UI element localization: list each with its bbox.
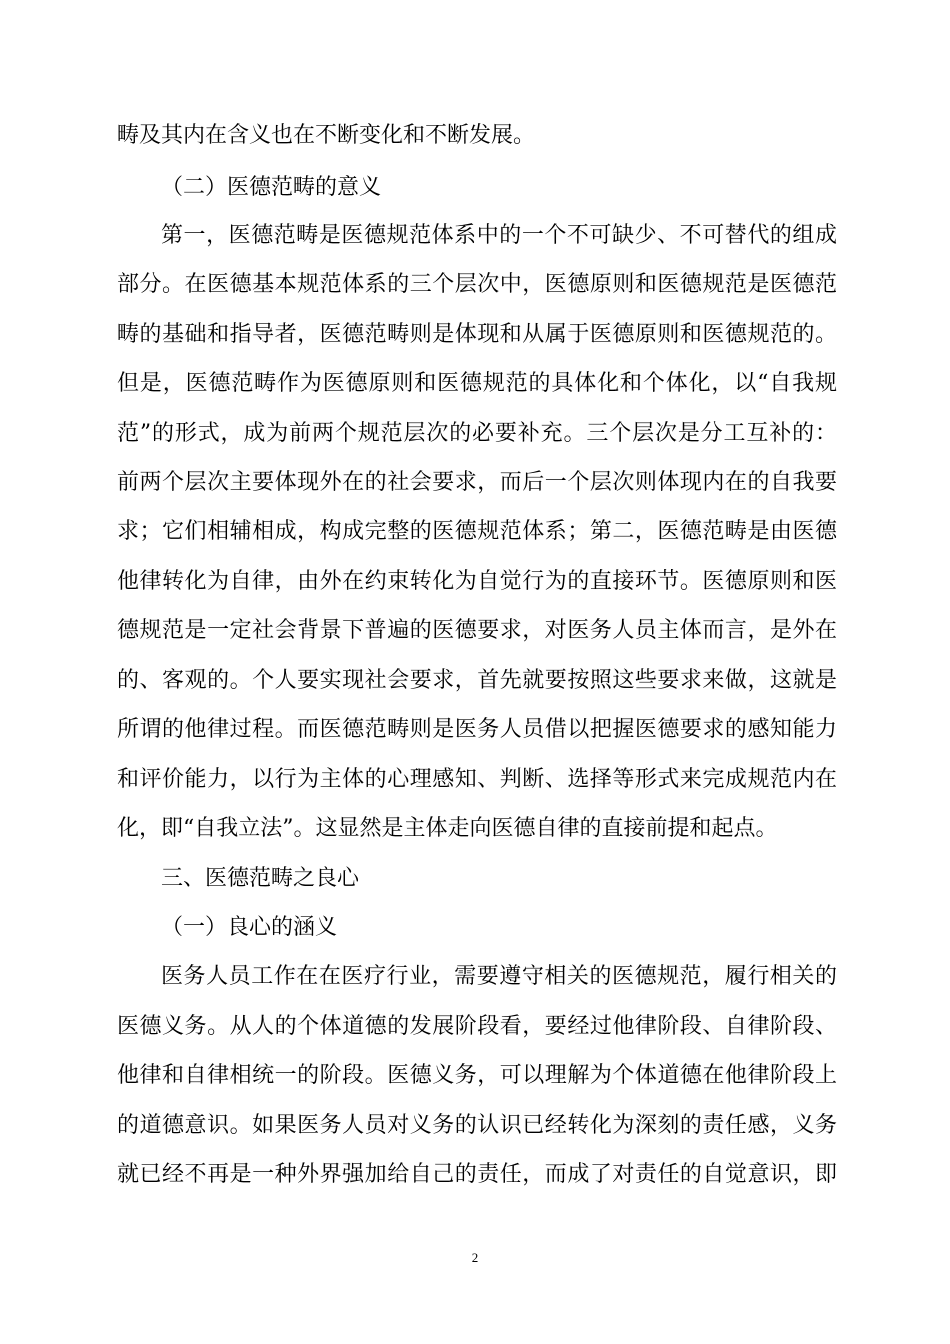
body-text-line: 和评价能力，以行为主体的心理感知、判断、选择等形式来完成规范内在 — [117, 767, 837, 792]
body-text-line: 所谓的他律过程。而医德范畴则是医务人员借以把握医德要求的感知能力 — [117, 717, 837, 742]
body-text-line: 部分。在医德基本规范体系的三个层次中，医德原则和医德规范是医德范 — [117, 272, 837, 297]
body-text-line: 但是，医德范畴作为医德原则和医德规范的具体化和个体化，以“自我规 — [117, 371, 837, 396]
subsection-heading: （一）良心的涵义 — [161, 915, 338, 940]
body-text-line: 医德义务。从人的个体道德的发展阶段看，要经过他律阶段、自律阶段、 — [117, 1014, 837, 1039]
body-text-line: 他律转化为自律，由外在约束转化为自觉行为的直接环节。医德原则和医 — [117, 569, 837, 594]
body-text-line: 德规范是一定社会背景下普遍的医德要求，对医务人员主体而言，是外在 — [117, 618, 837, 643]
body-text-line: 的、客观的。个人要实现社会要求，首先就要按照这些要求来做，这就是 — [117, 668, 837, 693]
body-text-line: 前两个层次主要体现外在的社会要求，而后一个层次则体现内在的自我要 — [117, 470, 837, 495]
body-text-line: 就已经不再是一种外界强加给自己的责任，而成了对责任的自觉意识，即 — [117, 1162, 837, 1187]
body-text-line: 化，即“自我立法”。这显然是主体走向医德自律的直接前提和起点。 — [117, 816, 778, 841]
body-text-line: 他律和自律相统一的阶段。医德义务，可以理解为个体道德在他律阶段上 — [117, 1063, 837, 1088]
body-text-line: 畴的基础和指导者，医德范畴则是体现和从属于医德原则和医德规范的。 — [117, 322, 837, 347]
body-text-line: 求；它们相辅相成，构成完整的医德规范体系；第二，医德范畴是由医德 — [117, 519, 837, 544]
body-text-line: 畴及其内在含义也在不断变化和不断发展。 — [117, 123, 536, 148]
page-number: 2 — [471, 1250, 479, 1265]
body-text-line: 范”的形式，成为前两个规范层次的必要补充。三个层次是分工互补的： — [117, 421, 837, 446]
body-text-line: 的道德意识。如果医务人员对义务的认识已经转化为深刻的责任感，义务 — [117, 1113, 837, 1138]
body-text-line: 第一，医德范畴是医德规范体系中的一个不可缺少、不可替代的组成 — [161, 223, 837, 248]
section-heading: 三、医德范畴之良心 — [161, 866, 360, 891]
section-heading: （二）医德范畴的意义 — [161, 175, 382, 200]
body-text-line: 医务人员工作在在医疗行业，需要遵守相关的医德规范，履行相关的 — [161, 964, 837, 989]
